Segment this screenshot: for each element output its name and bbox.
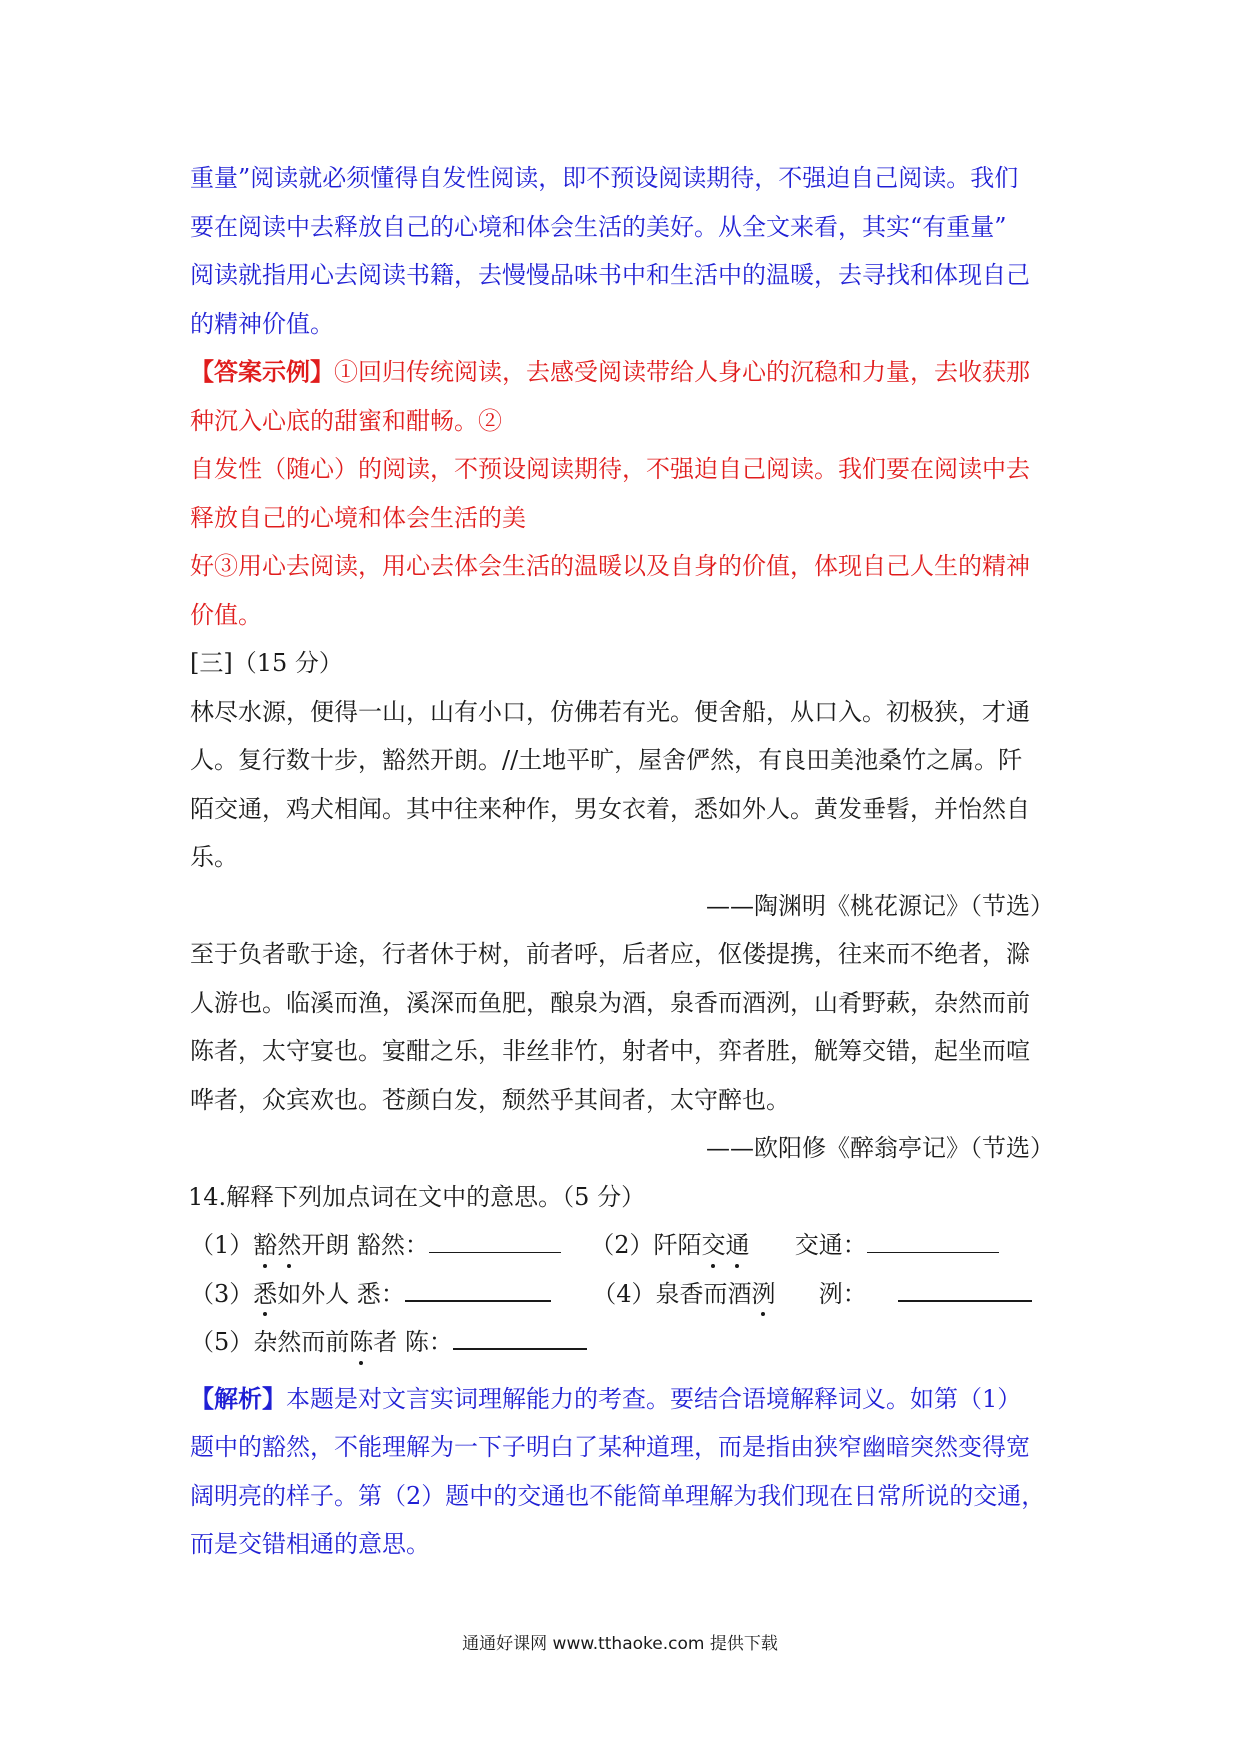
section-heading: [三]（15 分） [190, 649, 343, 677]
analysis-line-3: 阔明亮的样子。第（2）题中的交通也不能简单理解为我们现在日常所说的交通， [190, 1481, 1046, 1510]
q14-item-2-pre: 阡陌 [653, 1231, 702, 1259]
answer-example-line-1 [190, 348, 1060, 397]
q14-item-3-answer-blank[interactable] [405, 1280, 551, 1302]
answer-example-text: ①回归传统阅读，去感受阅读带给人身心的沉稳和力量，去收获那 [334, 358, 1030, 386]
q14-item-2-number: （2） [590, 1231, 654, 1259]
q14-item-2-dotted-char-1: 交 [701, 1221, 725, 1270]
question-14-row-2 [190, 1270, 1060, 1319]
analysis-line-1 [190, 1375, 1060, 1424]
q14-item-5-pre: 杂然而前 [253, 1328, 350, 1356]
question-14-prompt: 14.解释下列加点词在文中的意思。（5 分） [188, 1182, 646, 1211]
q14-item-3-number: （3） [190, 1279, 254, 1308]
answer-example-line-6: 价值。 [190, 600, 262, 629]
q14-item-5-dotted-char: 陈 [349, 1318, 373, 1367]
analysis-continued-line-4: 的精神价值。 [190, 309, 334, 338]
passage2-line-3: 陈者，太守宴也。宴酣之乐，非丝非竹，射者中，弈者胜，觥筹交错，起坐而喧 [190, 1037, 1030, 1065]
q14-item-1-dotted-char: 豁 [253, 1221, 277, 1270]
analysis-label: 【解析】 [190, 1383, 286, 1413]
answer-example-line-2: 种沉入心底的甜蜜和酣畅。② [190, 406, 502, 435]
passage1-source: ——陶渊明《桃花源记》（节选） [706, 891, 1054, 920]
analysis-line-4: 而是交错相通的意思。 [190, 1530, 430, 1558]
analysis-continued-line-3: 阅读就指用心去阅读书籍，去慢慢品味书中和生活中的温暖，去寻找和体现自己 [190, 261, 1030, 289]
q14-item-3-term: 悉： [356, 1279, 405, 1308]
q14-item-1-answer-blank[interactable] [429, 1232, 561, 1253]
answer-example-line-5: 好③用心去阅读，用心去体会生活的温暖以及自身的价值，体现自己人生的精神 [190, 552, 1030, 580]
answer-example-line-3: 自发性（随心）的阅读，不预设阅读期待，不强迫自己阅读。我们要在阅读中去 [190, 455, 1030, 483]
page-footer: 通通好课网 www.tthaoke.com 提供下载 [462, 1634, 778, 1654]
q14-item-3-post: 如外人 [277, 1279, 350, 1308]
passage2-line-2: 人游也。临溪而渔，溪深而鱼肥，酿泉为酒，泉香而酒洌，山肴野蔌，杂然而前 [190, 988, 1030, 1017]
q14-item-5-number: （5） [190, 1328, 254, 1356]
q14-item-1-number: （1） [190, 1231, 254, 1259]
answer-example-label: 【答案示例】 [190, 357, 334, 386]
passage1-line-4: 乐。 [190, 843, 238, 871]
analysis-continued-line-1: 重量”阅读就必须懂得自发性阅读，即不预设阅读期待，不强迫自己阅读。我们 [190, 164, 1019, 192]
q14-item-4-answer-blank[interactable] [898, 1280, 1032, 1302]
q14-item-1-term: 豁然： [356, 1231, 429, 1259]
q14-item-2-dotted-char-2: 通 [725, 1221, 749, 1270]
passage2-source: ——欧阳修《醉翁亭记》（节选） [706, 1134, 1054, 1162]
q14-item-4-number: （4） [592, 1279, 656, 1308]
analysis-text: 本题是对文言实词理解能力的考查。要结合语境解释词义。如第（1） [286, 1384, 1022, 1413]
q14-item-3-dotted-char: 悉 [253, 1270, 277, 1319]
question-14-row-1 [190, 1221, 1060, 1270]
q14-item-4-dotted-char: 洌 [751, 1270, 775, 1319]
q14-item-2-term: 交通： [794, 1231, 867, 1259]
q14-item-4-pre: 泉香而酒 [655, 1279, 752, 1308]
passage1-line-1: 林尽水源，便得一山，山有小口，仿佛若有光。便舍船，从口入。初极狭，才通 [190, 697, 1030, 726]
answer-example-line-4: 释放自己的心境和体会生活的美 [190, 503, 526, 532]
q14-item-5-post: 者 [373, 1328, 398, 1356]
q14-item-4-term: 洌： [818, 1279, 867, 1308]
q14-item-5-term: 陈： [404, 1328, 453, 1356]
analysis-line-2: 题中的豁然，不能理解为一下子明白了某种道理，而是指由狭窄幽暗突然变得宽 [190, 1433, 1030, 1461]
passage2-line-1: 至于负者歌于途，行者休于树，前者呼，后者应，伛偻提携，往来而不绝者，滁 [190, 940, 1030, 968]
q14-item-2-answer-blank[interactable] [867, 1232, 999, 1253]
passage2-line-4: 哗者，众宾欢也。苍颜白发，颓然乎其间者，太守醉也。 [190, 1085, 790, 1114]
q14-item-1-dotted-char-2: 然 [277, 1221, 301, 1270]
document-page [190, 154, 1060, 1569]
passage1-line-3: 陌交通，鸡犬相闻。其中往来种作，男女衣着，悉如外人。黄发垂髫，并怡然自 [190, 794, 1030, 823]
q14-item-5-answer-blank[interactable] [453, 1328, 587, 1350]
question-14-row-3 [190, 1318, 1060, 1367]
analysis-continued-line-2: 要在阅读中去释放自己的心境和体会生活的美好。从全文来看，其实“有重量” [190, 212, 1007, 241]
passage1-line-2: 人。复行数十步，豁然开朗。//土地平旷，屋舍俨然，有良田美池桑竹之属。阡 [190, 746, 1023, 774]
q14-item-1-post: 开朗 [301, 1231, 350, 1259]
